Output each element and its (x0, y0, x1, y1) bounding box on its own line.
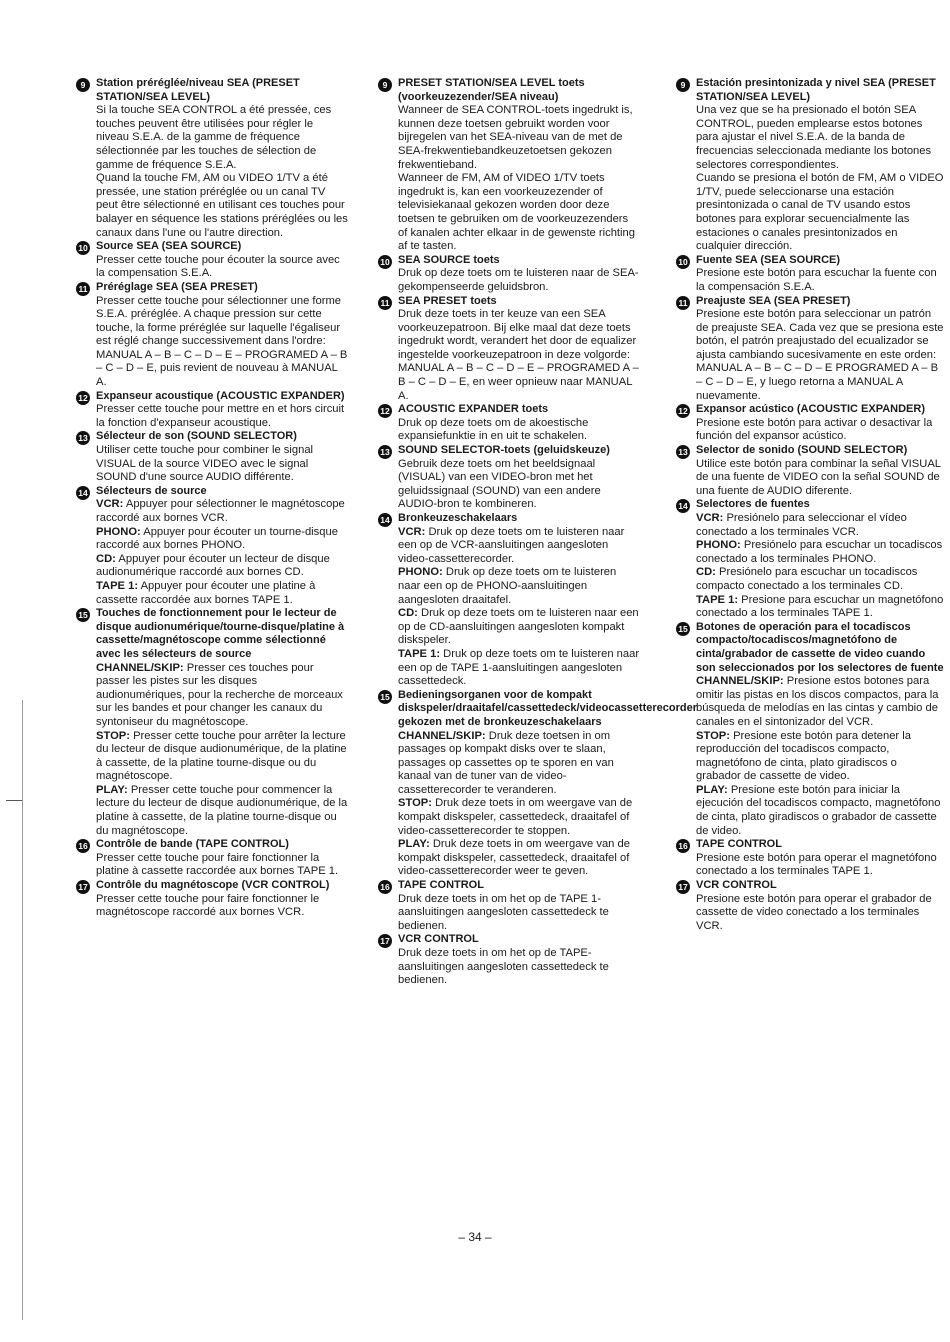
section-item (676, 403, 944, 444)
sub-entry-text: Presione para escuchar un magnetófono conectado a los terminales TAPE 1. (696, 593, 944, 620)
column-french (76, 77, 348, 920)
sub-entry-label: CHANNEL/SKIP: (696, 675, 784, 688)
item-number-badge: 11 (676, 296, 690, 310)
item-description: Presser cette touche pour faire fonctionner la platine à cassette raccordée aux bornes TAPE 1. (96, 851, 339, 878)
item-description: Presione este botón para seleccionar un patrón de preajuste SEA. Cada vez que se presiona este botón, el patrón preajustado del ecualizador se ajusta cambiando sucesivamente en este orden: MANUAL A – B – C – D – E PROGRAMED A – B – C – D – E, y luego retorna a MANUAL A nuevamente. (696, 308, 944, 402)
section-item (378, 512, 640, 689)
sub-entry (96, 580, 348, 607)
item-title: Bedieningsorganen voor de kompakt diskspeler/draaitafel/cassettedeck/videocassetterecorder gekozen met de bronkeuzeschakelaars (398, 688, 697, 728)
sub-entry (398, 797, 640, 838)
section-item (378, 444, 640, 512)
sub-entry-label: PLAY: (96, 783, 128, 796)
item-number-badge: 15 (76, 608, 90, 622)
sub-entry-text: Appuyer pour écouter une platine à cassette raccordée aux bornes TAPE 1. (96, 579, 316, 606)
item-title: Botones de operación para el tocadiscos compacto/tocadiscos/magnetófono de cinta/grabador de cassette de video cuando son seleccionados por los selectores de fuente (696, 620, 944, 674)
sub-entry-label: VCR: (696, 512, 724, 524)
item-title: Fuente SEA (SEA SOURCE) (696, 253, 841, 266)
section-item (676, 621, 944, 839)
sub-entry-label: PHONO: (696, 539, 741, 552)
item-description: Druk deze toets in om het op de TAPE-aansluitingen aangesloten cassettedeck te bedienen. (398, 947, 609, 987)
item-number-badge: 10 (76, 241, 90, 255)
sub-entry-label: VCR: (96, 498, 124, 511)
item-description: Druk op deze toets om de akoestische expansiefunktie in en uit te schakelen. (398, 416, 589, 443)
section-item (676, 295, 944, 404)
item-number-badge: 10 (676, 255, 690, 269)
item-title: Sélecteur de son (SOUND SELECTOR) (96, 430, 297, 443)
item-title: Expansor acústico (ACOUSTIC EXPANDER) (696, 403, 926, 416)
item-title: Expanseur acoustique (ACOUSTIC EXPANDER) (96, 389, 345, 402)
sub-entry (96, 498, 348, 525)
sub-entry-text: Presione este botón para iniciar la ejecución del tocadiscos compacto, magnetófono de cinta, plato giradiscos o grabador de cassette de video. (696, 783, 941, 837)
item-title: Contrôle de bande (TAPE CONTROL) (96, 838, 289, 851)
item-number-badge: 14 (676, 499, 690, 513)
section-item (378, 77, 640, 254)
sub-entry (398, 607, 640, 648)
section-item (676, 879, 944, 933)
item-description: Si la touche SEA CONTROL a été pressée, ces touches peuvent être utilisées pour régler le niveau S.E.A. de la gamme de fréquence sélectionnée par les touches de sélection de gamme de fréquence S.E.A. Quand la touche FM, AM ou VIDEO 1/TV a été pressée, une station préréglée ou un canal TV peut être sélectionné en utilisant ces touches pour balayer en séquence les stations préréglées ou les canaux dans l'une ou l'autre direction. (96, 104, 348, 239)
item-description: Druk deze toets in om het op de TAPE 1-aansluitingen aangesloten cassettedeck te bedienen. (398, 892, 609, 932)
section-item (676, 77, 944, 254)
sub-entry-text: Presiónelo para escuchar un tocadiscos compacto conectado a los terminales CD. (696, 566, 918, 592)
item-description: Una vez que se ha presionado el botón SEA CONTROL, pueden emplearse estos botones para ajustar el nivel S.E.A. de la banda de frecuencias seleccionada mediante los botones selectores correspondientes. Cuando se presiona el botón de FM, AM o VIDEO 1/TV, puede seleccionarse una estación presintonizada o canal de TV usando estos botones para explorar secuencialmente las estaciones o canales presintonizados en cualquier dirección. (696, 104, 944, 253)
item-title: SEA SOURCE toets (398, 253, 500, 266)
sub-entry-text: Presiónelo para escuchar un tocadiscos conectado a los terminales PHONO. (696, 539, 943, 565)
sub-entry-label: PLAY: (696, 783, 728, 796)
sub-entry-label: STOP: (96, 729, 130, 742)
item-description: Gebruik deze toets om het beeldsignaal (VISUAL) van een VIDEO-bron met het geluidssignaal (SOUND) van een andere AUDIO-bron te kombineren. (398, 457, 601, 511)
sub-entry-label: CD: (398, 607, 418, 620)
item-title: SEA PRESET toets (398, 294, 497, 307)
item-description: Presser cette touche pour sélectionner une forme S.E.A. préréglée. A chaque pression sur cette touche, la forme préréglée sur laquelle l'égaliseur est réglé change successivement dans l'ordre: MANUAL A – B – C – D – E – PROGRAMED A – B – C – D – E, puis revient de nouveau à MANUAL A. (96, 294, 348, 389)
sub-entry-label: PHONO: (398, 566, 443, 579)
item-title: TAPE CONTROL (696, 838, 782, 851)
column-spanish (676, 77, 944, 933)
section-item (76, 390, 348, 431)
sub-entry (398, 730, 640, 798)
sub-entry-text: Druk op deze toets om te luisteren naar een op de CD-aansluitingen aangesloten kompakt diskspeler. (398, 607, 639, 647)
page-tick-mark (6, 800, 22, 801)
section-item (76, 240, 348, 281)
section-item (76, 879, 348, 920)
sub-entry-label: CD: (96, 552, 116, 565)
sub-entry (96, 662, 348, 730)
section-item (378, 403, 640, 444)
page-edge-line (22, 700, 23, 1320)
item-title: Sélecteurs de source (96, 484, 207, 497)
sub-entry-label: TAPE 1: (696, 593, 739, 606)
section-item (378, 879, 640, 933)
item-number-badge: 11 (378, 296, 392, 310)
item-title: PRESET STATION/SEA LEVEL toets (voorkeuzezender/SEA niveau) (398, 77, 585, 103)
item-number-badge: 15 (676, 622, 690, 636)
sub-entry (696, 730, 944, 784)
item-title: Preajuste SEA (SEA PRESET) (696, 294, 851, 307)
section-item (76, 430, 348, 484)
item-description: Presser cette touche pour mettre en et hors circuit la fonction d'expanseur acoustique. (96, 403, 345, 429)
section-item (76, 838, 348, 879)
sub-entry (696, 539, 944, 566)
sub-entry-text: Druk deze toetsen in om passages op kompakt disks over te slaan, passages op cassettes op te sporen en van kanaal van de tuner van de video-cassetterecorder te veranderen. (398, 729, 614, 796)
item-title: Station préréglée/niveau SEA (PRESET STATION/SEA LEVEL) (96, 77, 300, 103)
item-title: Touches de fonctionnement pour le lecteur de disque audionumérique/tourne-disque/platine à cassette/magnétoscope comme sélectionné avec les sélecteurs de source (96, 607, 345, 660)
section-item (676, 254, 944, 295)
sub-entry-text: Presser cette touche pour arrêter la lecture du lecteur de disque audionumérique, de la platine à cassette, de la platine tourne-disque ou du magnétoscope. (96, 729, 347, 783)
sub-entry (96, 784, 348, 838)
sub-entry-label: STOP: (398, 797, 432, 810)
item-number-badge: 16 (378, 880, 392, 894)
item-description: Presione este botón para operar el magnetófono conectado a los terminales TAPE 1. (696, 851, 937, 878)
item-description: Utilice este botón para combinar la señal VISUAL de una fuente de VIDEO con la señal SOUND de una fuente de AUDIO diferente. (696, 457, 941, 497)
sub-entry (696, 675, 944, 729)
item-description: Presione este botón para operar el grabador de cassette de video conectado a los terminales VCR. (696, 892, 932, 932)
sub-entry-label: STOP: (696, 729, 730, 742)
section-item (378, 295, 640, 404)
item-description: Utiliser cette touche pour combiner le signal VISUAL de la source VIDEO avec le signal SOUND d'une source AUDIO différente. (96, 444, 314, 484)
item-number-badge: 12 (378, 404, 392, 418)
sub-entry-text: Presione este botón para detener la reproducción del tocadiscos compacto, magnetófono de cinta, plato giradiscos o grabador de cassette de video. (696, 729, 911, 783)
item-description: Presser cette touche pour faire fonctionner le magnétoscope raccordé aux bornes VCR. (96, 892, 320, 919)
sub-entry (96, 553, 348, 580)
section-item (76, 485, 348, 607)
item-description: Druk deze toets in ter keuze van een SEA voorkeuzepatroon. Bij elke maal dat deze toets ingedrukt wordt, verandert het door de equalizer ingestelde voorkeuzepatroon in deze volgorde: MANUAL A – B – C – D – E – PROGRAMED A – B – C – D – E, en weer opnieuw naar MANUAL A. (398, 308, 639, 402)
sub-entry-label: TAPE 1: (96, 579, 139, 592)
item-number-badge: 17 (676, 880, 690, 894)
item-title: Préréglage SEA (SEA PRESET) (96, 280, 258, 293)
page-number: – 34 – (458, 1230, 492, 1244)
sub-entry-text: Appuyer pour écouter un lecteur de disque audionumérique raccordé aux bornes CD. (96, 552, 330, 579)
item-number-badge: 13 (378, 445, 392, 459)
sub-entry-label: PLAY: (398, 838, 430, 851)
sub-entry-text: Presser ces touches pour passer les pistes sur les disques audionumériques, pour la recherche de morceaux sur les bandes et pour changer les canaux du syntoniseur du magnétoscope. (96, 661, 343, 728)
section-item (676, 498, 944, 620)
item-number-badge: 9 (676, 78, 690, 92)
item-number-badge: 9 (76, 78, 90, 92)
item-number-badge: 14 (76, 486, 90, 500)
item-number-badge: 9 (378, 78, 392, 92)
sub-entry (96, 730, 348, 784)
sub-entry-text: Presser cette touche pour commencer la lecture du lecteur de disque audionumérique, de la platine à cassette, de la platine tourne-disque ou du magnétoscope. (96, 783, 348, 837)
sub-entry (398, 838, 640, 879)
sub-entry-text: Druk deze toets in om weergave van de kompakt diskspeler, cassettedeck, draaitafel of video-cassetterecorder weer te geven. (398, 838, 630, 878)
item-number-badge: 14 (378, 513, 392, 527)
item-title: Estación presintonizada y nivel SEA (PRESET STATION/SEA LEVEL) (696, 77, 936, 103)
sub-entry-text: Appuyer pour sélectionner le magnétoscope raccordé aux bornes VCR. (96, 498, 345, 524)
sub-entry-text: Druk op deze toets om te luisteren naar een op de PHONO-aansluitingen aangesloten draaitafel. (398, 566, 617, 606)
sub-entry (96, 526, 348, 553)
item-number-badge: 17 (378, 934, 392, 948)
sub-entry-text: Druk op deze toets om te luisteren naar een op de VCR-aansluitingen aangesloten video-cassetterecorder. (398, 525, 625, 565)
item-number-badge: 17 (76, 880, 90, 894)
item-number-badge: 13 (676, 445, 690, 459)
item-number-badge: 16 (676, 839, 690, 853)
sub-entry (398, 566, 640, 607)
item-title: TAPE CONTROL (398, 879, 484, 892)
sub-entry (696, 594, 944, 621)
sub-entry (398, 648, 640, 689)
item-title: ACOUSTIC EXPANDER toets (398, 403, 549, 416)
item-title: Contrôle du magnétoscope (VCR CONTROL) (96, 879, 330, 892)
sub-entry-label: CD: (696, 566, 716, 579)
section-item (76, 281, 348, 390)
item-number-badge: 11 (76, 282, 90, 296)
column-dutch (378, 77, 697, 988)
sub-entry (696, 566, 944, 593)
sub-entry-text: Presiónelo para seleccionar el vídeo conectado a los terminales VCR. (696, 512, 907, 538)
section-item (76, 607, 348, 838)
sub-entry-text: Druk op deze toets om te luisteren naar een op de TAPE 1-aansluitingen aangesloten cassettedeck. (398, 647, 640, 688)
sub-entry-label: VCR: (398, 525, 426, 538)
item-number-badge: 12 (676, 404, 690, 418)
sub-entry (696, 512, 944, 539)
item-description: Presione este botón para activar o desactivar la función del expansor acústico. (696, 416, 933, 443)
item-description: Presser cette touche pour écouter la source avec la compensation S.E.A. (96, 253, 340, 280)
item-title: Bronkeuzeschakelaars (398, 512, 518, 524)
item-description: Presione este botón para escuchar la fuente con la compensación S.E.A. (696, 267, 937, 293)
item-description: Wanneer de SEA CONTROL-toets ingedrukt is, kunnen deze toetsen gebruikt worden voor bijregelen van het SEA-niveau van de met de SEA-frekwentiebandkeuzetoetsen gekozen frekwentieband. Wanneer de FM, AM of VIDEO 1/TV toets ingedrukt is, kan een voorkeuzezender of televisiekanaal gekozen worden door deze toetsen te gebruiken om de voorkeuzezenders of kanalen achter elkaar in de gewenste richting af te tasten. (398, 104, 635, 253)
item-title: VCR CONTROL (696, 879, 777, 892)
section-item (676, 838, 944, 879)
item-title: VCR CONTROL (398, 933, 479, 946)
sub-entry (398, 526, 640, 567)
section-item (76, 77, 348, 240)
section-item (676, 444, 944, 498)
sub-entry-text: Appuyer pour écouter un tourne-disque raccordé aux bornes PHONO. (96, 525, 338, 552)
sub-entry-label: CHANNEL/SKIP: (398, 729, 486, 742)
item-title: Selectores de fuentes (696, 498, 810, 511)
sub-entry-label: TAPE 1: (398, 647, 441, 660)
sub-entry-text: Druk deze toets in om weergave van de kompakt diskspeler, cassettedeck, draaitafel of video-cassetterecorder te stoppen. (398, 797, 633, 837)
item-title: Source SEA (SEA SOURCE) (96, 240, 242, 253)
item-number-badge: 15 (378, 690, 392, 704)
section-item (378, 254, 640, 295)
sub-entry-text: Presione estos botones para omitir las pistas en los discos compactos, para la búsqueda de melodías en las cintas y cambio de canales en el sintonizador del VCR. (696, 675, 939, 728)
item-number-badge: 13 (76, 431, 90, 445)
item-description: Druk op deze toets om te luisteren naar de SEA-gekompenseerde geluidsbron. (398, 267, 639, 293)
sub-entry-label: CHANNEL/SKIP: (96, 661, 184, 674)
section-item (378, 933, 640, 987)
sub-entry-label: PHONO: (96, 525, 141, 538)
item-title: Selector de sonido (SOUND SELECTOR) (696, 444, 908, 457)
sub-entry (696, 784, 944, 838)
item-number-badge: 16 (76, 839, 90, 853)
item-number-badge: 12 (76, 391, 90, 405)
item-title: SOUND SELECTOR-toets (geluidskeuze) (398, 444, 610, 457)
item-number-badge: 10 (378, 255, 392, 269)
